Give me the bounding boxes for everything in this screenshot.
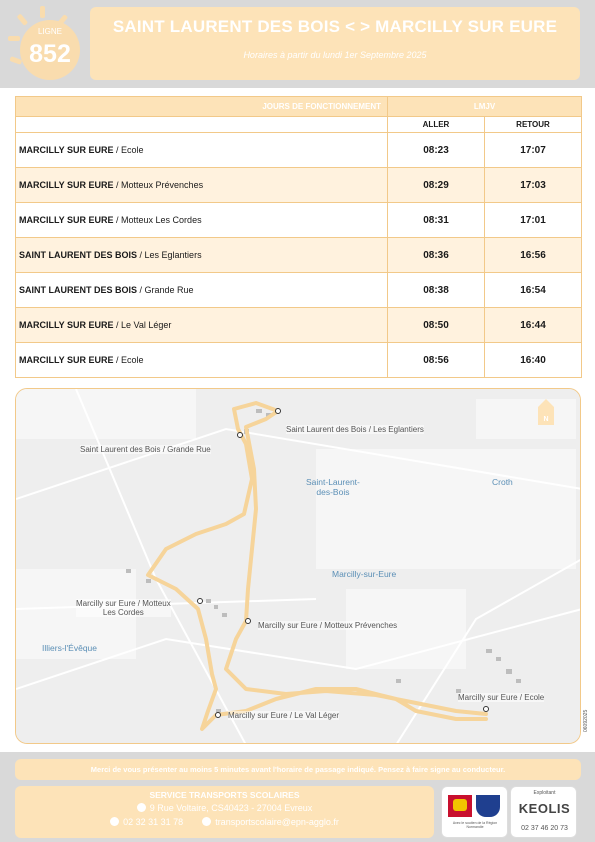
time-aller: 08:31 [388, 203, 485, 238]
time-retour: 17:07 [485, 133, 582, 168]
title-box [90, 7, 580, 80]
phone-icon [110, 817, 119, 826]
days-value: LMJV [388, 97, 582, 117]
time-aller: 08:36 [388, 238, 485, 273]
service-name: SERVICE TRANSPORTS SCOLAIRES [149, 790, 300, 800]
contact-box [15, 786, 434, 838]
time-aller: 08:29 [388, 168, 485, 203]
address-line [15, 803, 434, 813]
route-map[interactable] [15, 388, 581, 744]
stop-cell: SAINT LAURENT DES BOIS / Grande Rue [16, 273, 388, 308]
stop-marker-cordes[interactable] [198, 599, 203, 604]
line-logo [8, 6, 88, 82]
stop-name: Motteux Les Cordes [121, 215, 202, 225]
time-aller: 08:38 [388, 273, 485, 308]
partner-region-logo [441, 786, 508, 838]
time-retour: 17:03 [485, 168, 582, 203]
col-aller: ALLER [388, 117, 485, 133]
stop-marker-eglantiers[interactable] [276, 409, 281, 414]
table-row [16, 203, 582, 238]
stop-marker-prevenches[interactable] [246, 619, 251, 624]
line-label: LIGNE [37, 27, 63, 36]
stop-name: Motteux Prévenches [121, 180, 204, 190]
compass-label: N [543, 416, 549, 423]
time-retour: 16:54 [485, 273, 582, 308]
address-text: 9 Rue Voltaire, CS40423 - 27004 Evreux [149, 803, 313, 813]
map-label-saint-laurent: Saint-Laurent- des-Bois [306, 477, 360, 497]
stop-cell: MARCILLY SUR EURE / Motteux Prévenches [16, 168, 388, 203]
time-aller: 08:23 [388, 133, 485, 168]
map-label-croth: Croth [492, 477, 513, 487]
table-row [16, 273, 582, 308]
partner1-text: Avec le soutien de la Région Normandie [452, 821, 498, 829]
time-aller: 08:56 [388, 343, 485, 378]
stop-marker-ecole[interactable] [484, 707, 489, 712]
map-canvas [16, 389, 581, 744]
email-icon [202, 817, 211, 826]
stop-name: Grande Rue [144, 285, 194, 295]
agglo-crest-icon [476, 795, 500, 817]
stop-name: Le Val Léger [121, 320, 172, 330]
notice-banner: Merci de vous présenter au moins 5 minutes avant l'horaire de passage indiqué. Pensez à faire signe au conducteur. [15, 759, 581, 780]
map-label-ecole: Marcilly sur Eure / Ecole [458, 693, 545, 702]
phone-link[interactable]: 02 32 31 31 78 [123, 817, 184, 827]
map-label-prevenches: Marcilly sur Eure / Motteux Prévenches [258, 621, 398, 630]
map-label-grande-rue: Saint Laurent des Bois / Grande Rue [80, 445, 211, 454]
table-row [16, 343, 582, 378]
stop-city: SAINT LAURENT DES BOIS [19, 250, 138, 260]
stop-name: Ecole [121, 355, 144, 365]
days-label: JOURS DE FONCTIONNEMENT [16, 97, 388, 117]
stop-name: Ecole [121, 145, 144, 155]
stop-city: MARCILLY SUR EURE [19, 145, 114, 155]
stop-city: MARCILLY SUR EURE [19, 180, 114, 190]
page-title: SAINT LAURENT DES BOIS < > MARCILLY SUR EURE [112, 17, 558, 36]
stop-cell: MARCILLY SUR EURE / Ecole [16, 343, 388, 378]
stop-name: Les Eglantiers [144, 250, 202, 260]
time-retour: 16:56 [485, 238, 582, 273]
partner2-label: Exploitant [533, 790, 556, 796]
table-row [16, 238, 582, 273]
stop-marker-val-leger[interactable] [216, 713, 221, 718]
keolis-brand: KEOLIS [518, 801, 571, 816]
stop-city: SAINT LAURENT DES BOIS [19, 285, 138, 295]
stop-city: MARCILLY SUR EURE [19, 215, 114, 225]
stop-city: MARCILLY SUR EURE [19, 355, 114, 365]
col-retour: RETOUR [485, 117, 582, 133]
time-retour: 16:44 [485, 308, 582, 343]
location-icon [137, 803, 146, 812]
time-retour: 17:01 [485, 203, 582, 238]
map-label-val-leger: Marcilly sur Eure / Le Val Léger [228, 711, 340, 720]
time-retour: 16:40 [485, 343, 582, 378]
header-blank [16, 117, 388, 133]
schedule-table [15, 96, 582, 378]
line-number: 852 [29, 40, 71, 68]
table-row [16, 168, 582, 203]
stop-city: MARCILLY SUR EURE [19, 320, 114, 330]
map-label-eglantiers: Saint Laurent des Bois / Les Eglantiers [286, 425, 424, 434]
map-label-marcilly-town: Marcilly-sur-Eure [332, 569, 397, 579]
table-row [16, 308, 582, 343]
time-aller: 08:50 [388, 308, 485, 343]
partner-keolis-logo [510, 786, 577, 838]
table-row [16, 133, 582, 168]
map-label-cordes: Marcilly sur Eure / Motteux Les Cordes [76, 599, 171, 617]
document-code: 06092025 [583, 709, 589, 732]
stop-cell: MARCILLY SUR EURE / Le Val Léger [16, 308, 388, 343]
contact-row [15, 817, 434, 827]
keolis-phone[interactable]: 02 37 46 20 73 [521, 825, 568, 832]
map-label-illiers: Illiers-l'Évêque [42, 643, 98, 653]
stop-cell: SAINT LAURENT DES BOIS / Les Eglantiers [16, 238, 388, 273]
stop-marker-grande-rue[interactable] [238, 433, 243, 438]
stop-cell: MARCILLY SUR EURE / Ecole [16, 133, 388, 168]
page-subtitle: Horaires à partir du lundi 1er Septembre 2025 [243, 50, 427, 60]
stop-cell: MARCILLY SUR EURE / Motteux Les Cordes [16, 203, 388, 238]
lion-icon [453, 799, 467, 811]
email-link[interactable]: transportscolaire@epn-agglo.fr [215, 817, 339, 827]
